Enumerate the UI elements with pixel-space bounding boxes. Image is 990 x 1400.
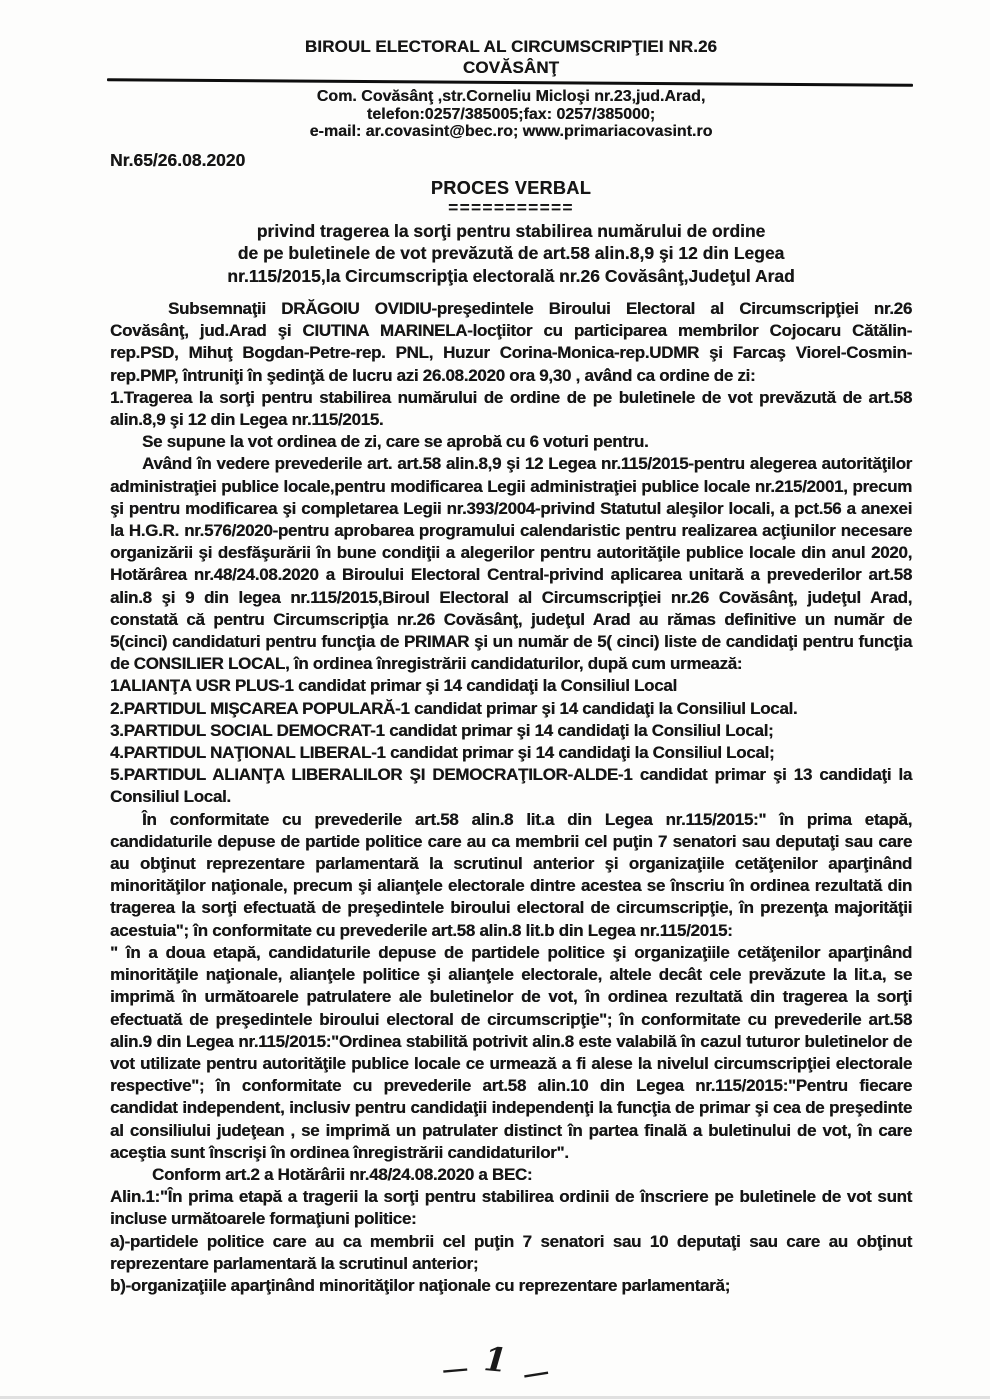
handwritten-page-number — [0, 1339, 990, 1389]
page-number-dash-left: — — [442, 1354, 469, 1384]
paragraph-legal-basis: Având în vedere prevederile art. art.58 alin.8,9 şi 12 Legea nr.115/2015-pentru alegerea autorităţilor administraţiei publice locale,pentru modificarea Legii administraţiei publice locale nr.215/2001, precum şi pentru modificarea şi completarea Legii nr.393/2004-privind Statutul aleşilor locali, a pct.56 a anexei la H.G.R. nr.576/2020-pentru aprobarea programului calendaristic pentru realizarea acţiunilor necesare organizării şi desfăşurării în bune condiţii a alegerilor pentru autorităţile publice locale din anul 2020, Hotărârea nr.48/24.08.2020 a Biroului Electoral Central-privind aplicarea unitară a prevederilor art.58 alin.8 şi 9 din legea nr.115/2015,Biroul Electoral al Circumscripţiei nr.26 Covăsânţ, judeţul Arad, constată că pentru Circumscripţia nr.26 Covăsânţ, judeţul Arad au rămas definitive un număr de 5(cinci) candidaturi pentru funcţia de PRIMAR şi un număr de 5( cinci) liste de candidaţi pentru funcţia de CONSILIER LOCAL, în ordinea înregistrării candidaturilor, după cum urmează: — [110, 454, 912, 674]
document-content — [110, 36, 912, 1297]
paragraph-art58-lit-a: În conformitate cu prevederile art.58 alin.8 lit.a din Legea nr.115/2015:" în prima etapă, candidaturile depuse de partide politice care au ca membrii cel puţin 7 senatori sau deputaţi sau care au obţinut reprezentare parlamentară la scrutinul anterior şi organizaţiile cetăţenilor aparţinând minorităţilor naţionale, precum şi alianţele electorale dintre acestea se înscriu în ordinea rezultată din tragerea la sorţi efectuată de preşedintele biroului electoral de circumscripţie, în prezenţa majorităţii acestuia"; în conformitate cu prevederile art.58 alin.8 lit.b din Legea nr.115/2015: — [110, 809, 912, 940]
paragraph-vote-result: Se supune la vot ordinea de zi, care se aprobă cu 6 voturi pentru. — [142, 432, 649, 452]
paragraph-alin-1: Alin.1:"În prima etapă a tragerii la sorţi pentru stabilirea ordinii de înscriere pe buletinele de vot sunt incluse următoarele formaţiuni politice: — [110, 1187, 912, 1229]
document-body — [110, 298, 912, 1297]
list-item-party-5: 5.PARTIDUL ALIANŢA LIBERALILOR ŞI DEMOCRAŢILOR-ALDE-1 candidat primar şi 13 candidaţi la Consiliul Local. — [110, 765, 912, 807]
list-item-b: b)-organizaţiile aparţinând minorităţilor naţionale cu reprezentare parlamentară; — [110, 1275, 730, 1295]
document-title: PROCES VERBAL — [430, 177, 592, 198]
paragraph-agenda-item-1: 1.Tragerea la sorţi pentru stabilirea numărului de ordine de pe buletinele de vot prevăzută de art.58 alin.8,9 şi 12 din Legea nr.115/2015. — [110, 387, 912, 430]
subtitle-line-2: de pe buletinele de vot prevăzută de art.58 alin.8,9 şi 12 din Legea — [237, 243, 785, 263]
page-number-value: 1 — [481, 1339, 509, 1380]
list-item-party-2: 2.PARTIDUL MIŞCAREA POPULARĂ-1 candidat primar şi 14 candidaţi la Consiliul Local. — [110, 698, 798, 718]
paragraph-art58-lit-b: " în a doua etapă, candidaturile depuse de partidele politice şi organizaţiile cetăţenilor aparţinând minorităţile naţionale, alianţele politice şi alianţele electorale, altele decât cele prevăzute la lit.a, se imprimă în următoarele patrulatere ale buletinelor de vot, în ordinea rezultată din tragerea la sorţi efectuată de preşedintele biroului electoral de circumscripţie"; în conformitate cu prevederile art.58 alin.9 din Legea nr.115/2015:"Ordinea stabilită potrivit alin.8 este valabilă în cazul tuturor buletinelor de vot utilizate pentru autorităţile publice locale ce urmează a fi alese la nivelul circumscripţiei electorale respective"; în conformitate cu prevederile art.58 alin.10 din Legea nr.115/2015:"Pentru fiecare candidat independent, inclusiv pentru candidaţii independenţi la funcţia de primar şi cea de preşedinte al consiliului judeţean , se imprimă un patrulater distinct în partea finală a buletinului de vot, în care aceştia sunt înscrişi în ordinea înregistrării candidaturilor". — [110, 942, 912, 1162]
page-number-dash-right: — — [521, 1357, 550, 1389]
header-separator-line — [107, 78, 913, 87]
subtitle-line-3: nr.115/2015,la Circumscripţia electorală nr.26 Covăsânţ,Judeţul Arad — [227, 265, 795, 286]
address-line-2: telefon:0257/385005;fax: 0257/385000; — [366, 105, 656, 123]
list-item-party-1: 1ALIANŢA USR PLUS-1 candidat primar şi 14 candidaţi la Consiliul Local — [110, 676, 677, 696]
subtitle-line-1: privind tragerea la sorţi pentru stabilirea numărului de ordine — [256, 220, 766, 241]
list-item-a: a)-partidele politice care au ca membrii cel puţin 7 senatori sau 10 deputaţi sau care au obţinut reprezentare parlamentară la scrutinul anterior; — [110, 1231, 912, 1273]
address-line-1: Com. Covăsânţ ,str.Corneliu Micloşi nr.23,jud.Arad, — [316, 88, 706, 105]
title-subtitle — [110, 220, 912, 288]
scan-edge-artifact — [0, 1396, 990, 1399]
list-item-party-4: 4.PARTIDUL NAŢIONAL LIBERAL-1 candidat primar şi 14 candidaţi la Consiliul Local; — [110, 743, 775, 763]
list-item-party-3: 3.PARTIDUL SOCIAL DEMOCRAT-1 candidat primar şi 14 candidaţi la Consiliul Local; — [110, 720, 774, 740]
paragraph-preamble: Subsemnaţii DRĂGOIU OVIDIU-preşedintele Biroului Electoral al Circumscripţiei nr.26 Covăsânţ, jud.Arad şi CIUTINA MARINELA-locţiitor cu participarea membrilor Cojocaru Cătălin-rep.PSD, Mihuţ Bogdan-Petre-rep. PNL, Huzur Corina-Monica-rep.UDMR şi Farcaş Viorel-Cosmin-rep.PMP, întruniţi în şedinţă de lucru azi 26.08.2020 ora 9,30 , având ca ordine de zi: — [110, 299, 912, 385]
document-number: Nr.65/26.08.2020 — [110, 149, 246, 170]
title-underline: =========== — [448, 197, 574, 217]
org-name-line2: COVĂSÂNŢ — [462, 58, 560, 77]
org-name-line1: BIROUL ELECTORAL AL CIRCUMSCRIPŢIEI NR.26 — [304, 37, 718, 56]
paragraph-conform-art2: Conform art.2 a Hotărârii nr.48/24.08.2020 a BEC: — [152, 1164, 533, 1184]
address-line-3: e-mail: ar.covasint@bec.ro; www.primariacovasint.ro — [309, 123, 713, 140]
